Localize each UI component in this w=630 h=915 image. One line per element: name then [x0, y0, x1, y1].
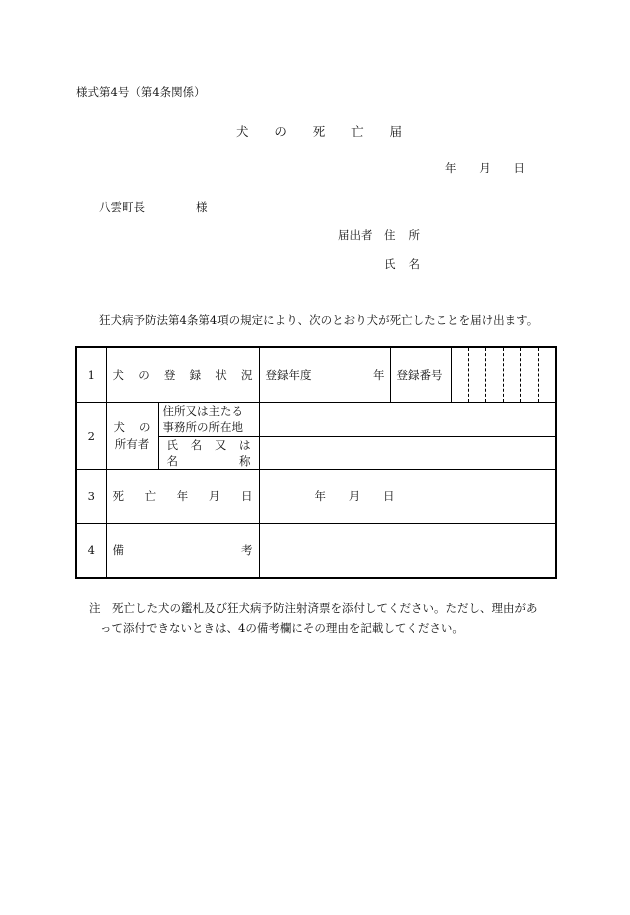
- title-char: 亡: [351, 124, 364, 139]
- row-number: 3: [76, 469, 106, 523]
- registration-year-label: 登録年度: [259, 347, 334, 402]
- number-box: [503, 348, 520, 402]
- dog-death-form-table: [75, 346, 557, 579]
- table-row-registration: [76, 347, 556, 402]
- addressee-name: 八雲町長: [99, 200, 145, 214]
- title-char: の: [274, 124, 287, 139]
- label-char: 登: [163, 367, 176, 382]
- submission-date: [445, 160, 525, 176]
- label-char: 氏: [384, 257, 396, 271]
- number-box: [485, 348, 502, 402]
- addressee-honorific: 様: [196, 200, 208, 214]
- owner-label-line2: 所有者: [114, 436, 150, 451]
- date-year: 年: [445, 161, 457, 175]
- owner-label: [106, 402, 158, 469]
- label-char: は: [238, 437, 251, 452]
- label-char: 日: [241, 489, 253, 503]
- owner-address-field[interactable]: [259, 402, 556, 436]
- table-row-remarks: [76, 523, 556, 578]
- label-char: の: [138, 367, 150, 382]
- label-char: 年: [176, 489, 189, 503]
- death-date-label: [106, 469, 259, 523]
- label-char: 所: [408, 228, 420, 242]
- row-number: 2: [76, 402, 106, 469]
- death-date-field[interactable]: [259, 469, 556, 523]
- table-row-death-date: [76, 469, 556, 523]
- death-day-unit: 日: [383, 489, 395, 503]
- date-month: 月: [479, 161, 491, 175]
- applicant-label: 届出者: [338, 228, 373, 242]
- label-char: 犬: [112, 367, 124, 382]
- note-line-2: って添付できないときは、4の備考欄にその理由を記載してください。: [100, 621, 464, 635]
- note-marker: 注: [89, 601, 101, 615]
- table-row-owner-address: [76, 402, 556, 436]
- label-char: の: [139, 419, 151, 434]
- registration-status-label: [106, 347, 259, 402]
- document-title: [236, 122, 402, 140]
- label-char: 名: [190, 437, 203, 452]
- number-box: [538, 348, 555, 402]
- label-char: 名: [408, 257, 420, 271]
- registration-year-unit: 年: [334, 347, 390, 402]
- label-char: 又: [214, 437, 227, 452]
- applicant-name-label: [384, 256, 420, 272]
- death-month-unit: 月: [348, 489, 361, 503]
- label-char: 備: [112, 543, 124, 558]
- number-box: [520, 348, 537, 402]
- registration-number-boxes: [452, 348, 556, 402]
- label-char: 亡: [144, 489, 157, 503]
- label-char: 氏: [166, 437, 178, 452]
- label-char: 考: [241, 543, 253, 558]
- label-char: 住: [384, 228, 396, 242]
- number-box: [452, 348, 468, 402]
- row-number: 1: [76, 347, 106, 402]
- intro-text: 狂犬病予防法第4条第4項の規定により、次のとおり犬が死亡したことを届け出ます。: [99, 313, 539, 327]
- label-char: 月: [208, 489, 221, 503]
- owner-name-label: [158, 436, 259, 469]
- number-box: [468, 348, 485, 402]
- registration-number-label: 登録番号: [390, 347, 451, 402]
- label-char: 名: [166, 453, 178, 468]
- note-line-1: 死亡した犬の鑑札及び狂犬病予防注射済票を添付してください。ただし、理由があ: [112, 601, 538, 615]
- remarks-label: [106, 523, 259, 578]
- label-char: 状: [215, 367, 227, 382]
- address-label-line1: 住所又は主たる: [162, 404, 243, 418]
- title-char: 犬: [236, 124, 249, 139]
- row-number: 4: [76, 523, 106, 578]
- owner-name-field[interactable]: [259, 436, 556, 469]
- form-id: 様式第4号（第4条関係）: [76, 85, 206, 99]
- label-char: 犬: [113, 419, 125, 434]
- owner-address-label: [158, 402, 259, 436]
- applicant-address-label: [384, 227, 420, 243]
- registration-number-field[interactable]: [451, 347, 556, 402]
- date-day: 日: [513, 161, 525, 175]
- title-char: 死: [312, 124, 326, 139]
- label-char: 録: [189, 367, 202, 382]
- label-char: 死: [112, 489, 124, 503]
- label-char: 況: [240, 367, 253, 382]
- address-label-line2: 事務所の所在地: [162, 420, 243, 434]
- remarks-field[interactable]: [259, 523, 556, 578]
- title-char: 届: [389, 124, 402, 139]
- label-char: 称: [239, 453, 251, 468]
- death-year-unit: 年: [314, 489, 326, 503]
